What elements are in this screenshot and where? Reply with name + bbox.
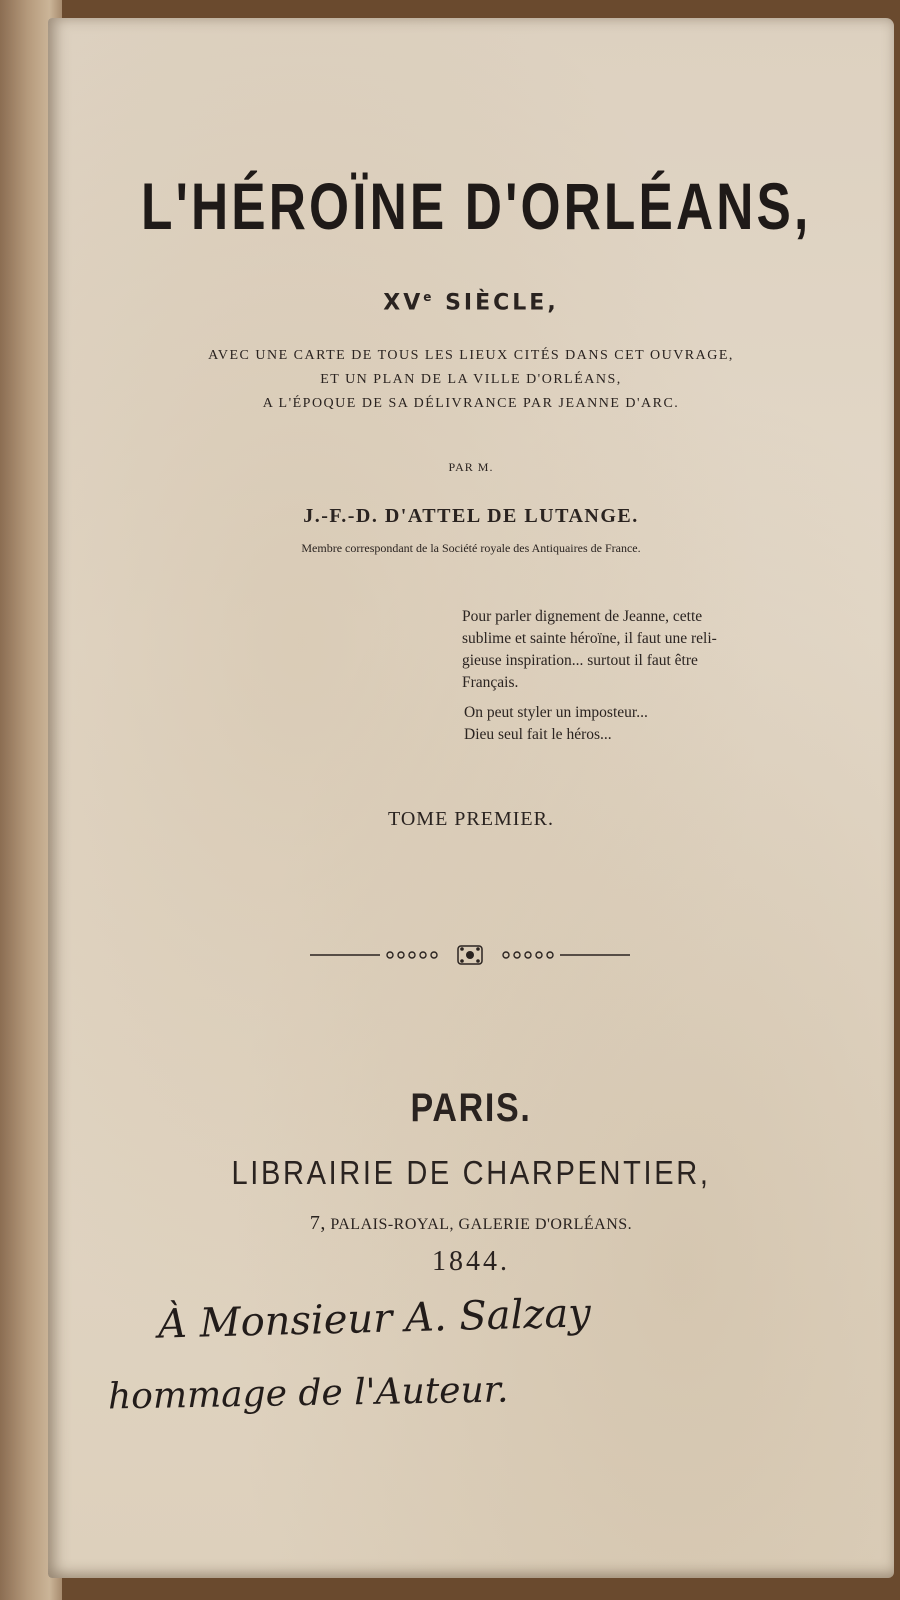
imprint-year: 1844. (432, 1246, 510, 1277)
imprint-address-number: 7, (309, 1212, 326, 1234)
by-label: PAR M. (448, 460, 494, 474)
epigraph-verse-line: On peut styler un imposteur... (464, 704, 648, 721)
century-rest: SIÈCLE, (434, 290, 559, 316)
century-roman: XV (383, 290, 424, 316)
handwritten-dedication-line-2: hommage de l'Auteur. (107, 1369, 509, 1418)
epigraph-line: Pour parler dignement de Jeanne, cette (462, 608, 703, 625)
author-affiliation: Membre correspondant de la Société royale des Antiquaires de France. (301, 541, 641, 555)
subtitle-line-1: AVEC UNE CARTE DE TOUS LES LIEUX CITÉS DANS CET OUVRAGE, (208, 348, 734, 363)
imprint-publisher: LIBRAIRIE DE CHARPENTIER, (231, 1154, 711, 1191)
epigraph-verse-line: Dieu seul fait le héros... (464, 726, 612, 743)
book-title: L'HÉROÏNE D'ORLÉANS, (141, 169, 812, 243)
volume-label: TOME PREMIER. (388, 808, 554, 830)
epigraph-line: sublime et sainte héroïne, il faut une reli- (462, 630, 717, 647)
epigraph-line: Français. (462, 674, 519, 691)
imprint-city: PARIS. (410, 1086, 532, 1130)
subtitle-line-2: ET UN PLAN DE LA VILLE D'ORLÉANS, (320, 372, 622, 387)
imprint-address (48, 1212, 894, 1235)
epigraph (462, 606, 802, 746)
author-name: J.-F.-D. D'ATTEL DE LUTANGE. (303, 505, 639, 527)
title-page (48, 18, 894, 1578)
ornament-rule-icon (310, 940, 630, 970)
imprint-address-rest: PALAIS-ROYAL, GALERIE D'ORLÉANS. (325, 1216, 633, 1233)
subtitle-line-3: A L'ÉPOQUE DE SA DÉLIVRANCE PAR JEANNE D'ARC. (262, 396, 680, 411)
handwritten-dedication-line-1: À Monsieur A. Salzay (157, 1290, 592, 1348)
century-line (48, 290, 894, 315)
epigraph-line: gieuse inspiration... surtout il faut être (462, 652, 698, 669)
century-superscript: e (423, 290, 435, 304)
